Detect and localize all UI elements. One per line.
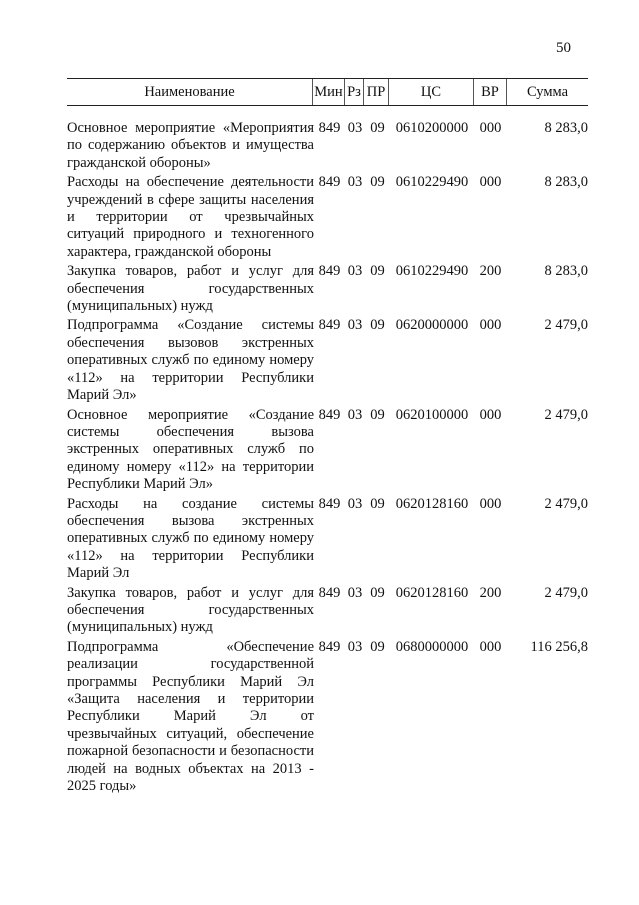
row-sum: 8 283,0 xyxy=(544,174,588,191)
row-sum: 8 283,0 xyxy=(544,263,588,280)
row-cs: 0620100000 xyxy=(395,406,469,423)
row-cs: 0610229490 xyxy=(395,263,469,280)
row-pr: 09 xyxy=(370,120,385,136)
row-pr: 09 xyxy=(370,495,385,512)
table-row xyxy=(67,496,588,583)
row-rz: 03 xyxy=(347,317,363,334)
table-row xyxy=(67,407,588,494)
row-cs: 0620000000 xyxy=(395,317,469,334)
row-pr: 09 xyxy=(370,638,385,655)
table-row xyxy=(67,120,588,172)
row-name: Закупка товаров, работ и услуг для обеспечения государственных (муниципальных) нужд xyxy=(67,584,314,636)
row-rz: 03 xyxy=(347,584,363,601)
row-rz: 03 xyxy=(347,495,363,512)
column-header-vr: ВР xyxy=(474,79,507,106)
table-row xyxy=(67,585,588,637)
row-sum: 116 256,8 xyxy=(530,638,588,655)
row-cs: 0620128160 xyxy=(395,495,469,512)
row-vr: 000 xyxy=(479,120,502,136)
row-vr: 000 xyxy=(479,495,502,512)
row-sum: 2 479,0 xyxy=(544,584,588,601)
row-min: 849 xyxy=(318,174,341,191)
page-number: 50 xyxy=(556,40,571,56)
row-pr: 09 xyxy=(370,584,385,601)
row-min: 849 xyxy=(318,406,341,423)
row-vr: 000 xyxy=(479,406,502,423)
table-row xyxy=(67,174,588,261)
row-sum: 2 479,0 xyxy=(544,495,588,512)
row-cs: 0680000000 xyxy=(395,638,469,655)
row-pr: 09 xyxy=(370,406,385,423)
row-min: 849 xyxy=(318,638,341,655)
row-pr: 09 xyxy=(370,263,385,280)
row-min: 849 xyxy=(318,317,341,334)
column-header-sum: Сумма xyxy=(507,79,589,106)
column-header-min: Мин xyxy=(313,79,345,106)
row-sum: 2 479,0 xyxy=(544,317,588,334)
row-vr: 000 xyxy=(479,317,502,334)
row-min: 849 xyxy=(318,263,341,280)
column-header-pr: ПР xyxy=(364,79,389,106)
row-min: 849 xyxy=(318,495,341,512)
column-header-rz: Рз xyxy=(345,79,364,106)
row-pr: 09 xyxy=(370,317,385,334)
column-header-name: Наименование xyxy=(67,79,313,106)
row-rz: 03 xyxy=(347,263,363,280)
row-name: Расходы на обеспечение деятельности учреждений в сфере защиты населения и территории от чрезвычайных ситуаций природного и техногенного характера, гражданской обороны xyxy=(67,174,314,260)
row-vr: 200 xyxy=(479,584,502,601)
row-name: Расходы на создание системы обеспечения вызова экстренных оперативных служб по единому номеру «112» на территории Республики Марий Эл xyxy=(67,495,314,582)
row-rz: 03 xyxy=(347,406,363,423)
row-min: 849 xyxy=(318,120,341,136)
row-vr: 000 xyxy=(479,174,502,191)
row-sum: 2 479,0 xyxy=(544,406,588,423)
row-name: Основное мероприятие «Мероприятия по содержанию объектов и имущества гражданской обороны» xyxy=(67,120,314,171)
row-vr: 200 xyxy=(479,263,502,280)
row-name: Подпрограмма «Обеспечение реализации государственной программы Республики Марий Эл «Защита населения и территории Республики Марий Эл от чрезвычайных ситуаций, обеспечение пожарной безопасности и безопасности людей на водных объектах на 2013 - 2025 годы» xyxy=(67,638,314,795)
row-min: 849 xyxy=(318,584,341,601)
row-pr: 09 xyxy=(370,174,385,191)
row-name: Основное мероприятие «Создание системы обеспечения вызова экстренных оперативных служб по единому номеру «112» на территории Республики Марий Эл» xyxy=(67,406,314,493)
table-row xyxy=(67,317,588,404)
row-name: Закупка товаров, работ и услуг для обеспечения государственных (муниципальных) нужд xyxy=(67,263,314,315)
row-rz: 03 xyxy=(347,638,363,655)
table-body xyxy=(67,120,588,795)
table-row xyxy=(67,263,588,315)
row-sum: 8 283,0 xyxy=(544,120,588,136)
row-name: Подпрограмма «Создание системы обеспечения вызовов экстренных оперативных служб по единому номеру «112» на территории Республики Марий Эл» xyxy=(67,317,314,404)
row-rz: 03 xyxy=(347,120,363,136)
row-cs: 0610200000 xyxy=(395,120,469,136)
table-header xyxy=(67,78,588,106)
row-cs: 0610229490 xyxy=(395,174,469,191)
row-cs: 0620128160 xyxy=(395,584,469,601)
row-rz: 03 xyxy=(347,174,363,191)
column-header-cs: ЦС xyxy=(389,79,474,106)
row-vr: 000 xyxy=(479,638,502,655)
table-row xyxy=(67,639,588,796)
